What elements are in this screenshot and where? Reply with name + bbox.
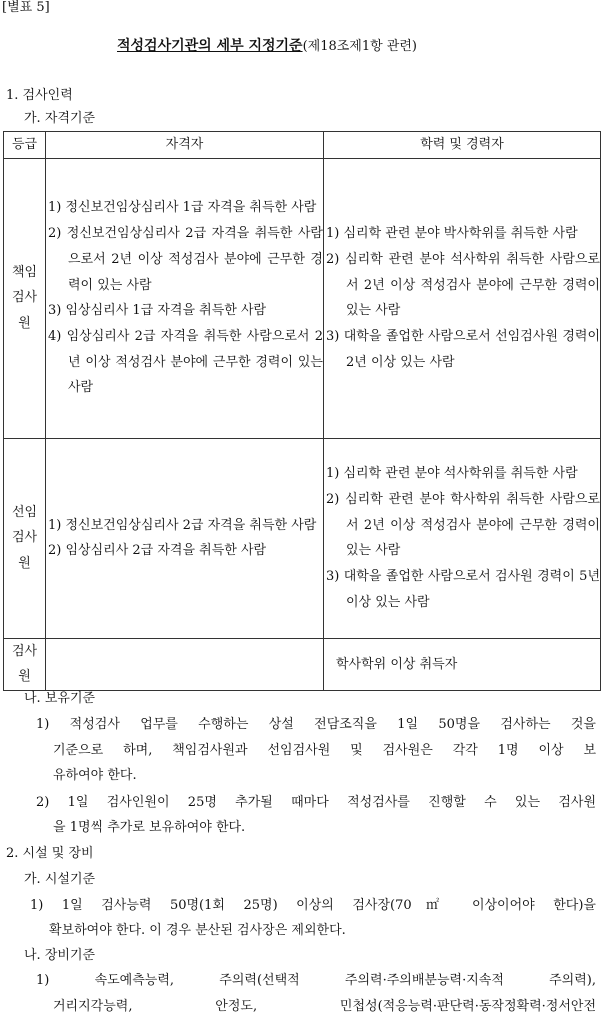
list-item: 1) 정신보건임상심리사 2급 자격을 취득한 사람	[48, 517, 317, 533]
qualifications-cell-empty	[46, 638, 324, 690]
retention-item-1-line2: 기준으로 하며, 책임검사원과 선임검사원 및 검사원은 각각 1명 이상 보	[53, 743, 596, 758]
header-grade: 등급	[4, 132, 46, 159]
section1-heading: 1. 검사인력	[6, 88, 73, 103]
facility-line1: 1) 1일 검사능력 50명(1회 25명) 이상의 검사장(70㎡ 이상이어야 한다)을	[30, 898, 596, 913]
list-item: 3) 임상심리사 1급 자격을 취득한 사람	[48, 303, 267, 319]
grade-label: 선임검사원	[11, 504, 38, 572]
list-item: 3) 대학을 졸업한 사람으로서 선임검사원 경력이 2년 이상 있는 사람	[326, 328, 600, 370]
title-sub: (제18조제1항 관련)	[302, 39, 417, 54]
section1-sub-a: 가. 자격기준	[24, 111, 96, 126]
header-qualifications: 자격자	[46, 132, 324, 159]
education-cell	[324, 638, 601, 690]
qualifications-cell	[46, 158, 324, 438]
list-item: 1) 심리학 관련 분야 박사학위를 취득한 사람	[326, 226, 578, 242]
table-row	[4, 438, 601, 638]
grade-cell	[4, 158, 46, 438]
section2-sub-a: 가. 시설기준	[24, 872, 96, 887]
education-cell	[324, 158, 601, 438]
list-item: 1) 심리학 관련 분야 석사학위를 취득한 사람	[326, 466, 578, 482]
facility-line2: 확보하여야 한다. 이 경우 분산된 검사장은 제외한다.	[49, 923, 346, 938]
document-title	[117, 33, 417, 60]
list-item: 1) 정신보건임상심리사 1급 자격을 취득한 사람	[48, 200, 317, 216]
qualification-table	[3, 131, 601, 691]
list-item: 2) 임상심리사 2급 자격을 취득한 사람	[48, 543, 267, 559]
section2-heading: 2. 시설 및 장비	[6, 846, 94, 861]
education-cell	[324, 438, 601, 638]
list-item: 2) 정신보건임상심리사 2급 자격을 취득한 사람으로서 2년 이상 적성검사 분야에 근무한 경력이 있는 사람	[48, 226, 323, 293]
grade-label: 검사원	[11, 643, 38, 685]
retention-item-2-line2: 을 1명씩 추가로 보유하여야 한다.	[53, 820, 246, 835]
equipment-line1: 1) 속도예측능력, 주의력(선택적 주의력·주의배분능력·지속적 주의력),	[36, 973, 596, 988]
header-education: 학력 및 경력자	[324, 132, 601, 159]
grade-label: 책임검사원	[11, 264, 38, 332]
retention-item-1-line3: 유하여야 한다.	[53, 768, 137, 783]
grade-cell	[4, 438, 46, 638]
list-item: 2) 심리학 관련 분야 학사학위 취득한 사람으로서 2년 이상 적성검사 분야에 근무한 경력이 있는 사람	[326, 491, 600, 559]
qualifications-cell	[46, 438, 324, 638]
table-row	[4, 638, 601, 690]
grade-cell	[4, 638, 46, 690]
education-value: 학사학위 이상 취득자	[336, 656, 458, 672]
equipment-line2: 거리지각능력, 안정도, 민첩성(적응능력·판단력·동작정확력·정서안전	[53, 999, 596, 1014]
retention-item-2-line1: 2) 1일 검사인원이 25명 추가될 때마다 적성검사를 진행할 수 있는 검사원	[36, 795, 596, 810]
list-item: 3) 대학을 졸업한 사람으로서 검사원 경력이 5년 이상 있는 사람	[326, 568, 600, 610]
annex-label: [별표 5]	[2, 0, 50, 15]
list-item: 4) 임상심리사 2급 자격을 취득한 사람으로서 2년 이상 적성검사 분야에 근무한 경력이 있는 사람	[48, 328, 323, 396]
section1-sub-b: 나. 보유기준	[24, 691, 96, 706]
table-header-row	[4, 132, 601, 159]
title-main: 적성검사기관의 세부 지정기준	[117, 38, 303, 54]
retention-item-1-line1: 1) 적성검사 업무를 수행하는 상설 전담조직을 1일 50명을 검사하는 것을	[36, 717, 596, 732]
section2-sub-b: 나. 장비기준	[24, 948, 96, 963]
list-item: 2) 심리학 관련 분야 석사학위 취득한 사람으로서 2년 이상 적성검사 분야에 근무한 경력이 있는 사람	[326, 251, 600, 319]
table-row	[4, 158, 601, 438]
